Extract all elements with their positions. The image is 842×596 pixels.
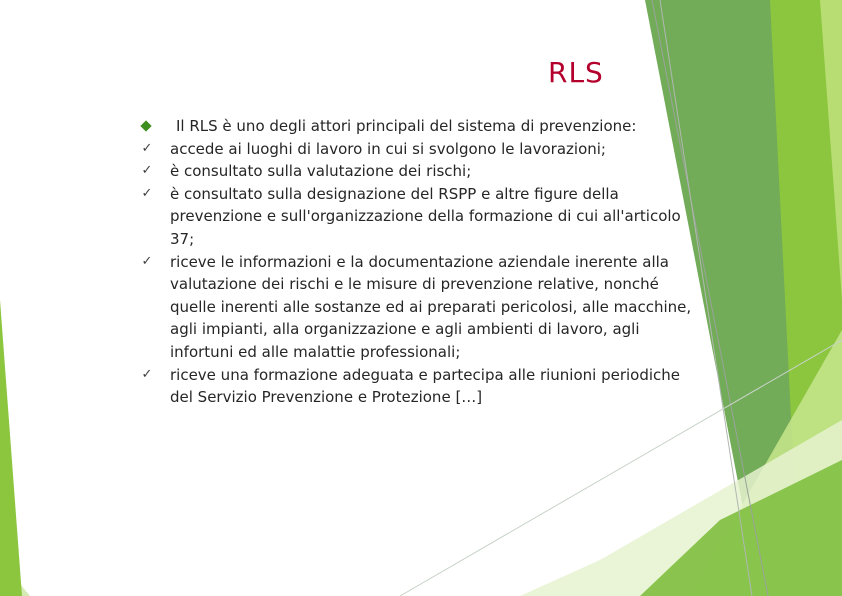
list-item [140,183,700,251]
checkmark-icon: ✓ [141,366,153,382]
list-item-text: accede ai luoghi di lavoro in cui si svolgono le lavorazioni; [170,139,606,158]
list-item [140,364,700,409]
list-item [140,251,700,364]
left-green-triangle [0,300,22,596]
list-item [140,138,700,161]
list-item-text: è consultato sulla designazione del RSPP e altre figure della prevenzione e sull'organizzazione della formazione di cui all'articolo 37; [170,184,681,248]
checkmark-icon: ✓ [141,185,153,201]
checkmark-icon: ✓ [141,140,153,156]
list-item-text: riceve una formazione adeguata e partecipa alle riunioni periodiche del Servizio Prevenzione e Protezione […] [170,365,681,407]
list-item-text: riceve le informazioni e la documentazione aziendale inerente alla valutazione dei rischi e le misure di prevenzione relative, nonché quelle inerenti alle sostanze ed ai preparati pericolosi, alle macchine, agli impianti, alla organizzazione e agli ambienti di lavoro, agli infortuni ed alle malattie professionali; [170,252,692,361]
slide-content [140,115,700,409]
diamond-bullet-icon [140,120,151,131]
slide-title: RLS [548,56,604,89]
intro-row [140,115,700,138]
checkmark-icon: ✓ [141,163,153,179]
list-item-text: è consultato sulla valutazione dei rischi; [170,162,472,181]
intro-text: Il RLS è uno degli attori principali del sistema di prevenzione: [176,117,637,135]
checkmark-icon: ✓ [141,253,153,269]
list-item [140,160,700,183]
